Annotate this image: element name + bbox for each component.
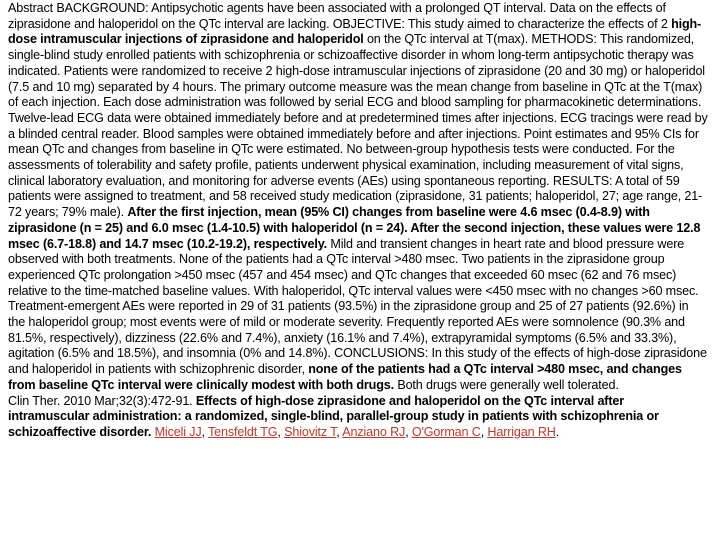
author-link[interactable]: Tensfeldt TG bbox=[208, 424, 278, 439]
author-link[interactable]: Harrigan RH bbox=[487, 424, 556, 439]
abstract-highlight: high-dose intramuscular injections of ziprasidone and haloperidol bbox=[8, 16, 702, 47]
citation-journal: Clin Ther. 2010 Mar;32(3):472-91. bbox=[8, 393, 196, 408]
abstract-segment: on the QTc interval at T(max). METHODS: This randomized, single-blind study enrolled patients with schizophrenia or schizoaffective disorder in whom long-term antipsychotic therapy was indicated. Patients were randomized to receive 2 high-dose intramuscular injections of ziprasidone (20 and 30 mg) or haloperidol (7.5 and 10 mg) separated by 4 hours. The primary outcome measure was the mean change from baseline in QTc at the T(max) of each injection. Each dose administration was followed by serial ECG and blood sampling for pharmacokinetic determinations. Twelve-lead ECG data were obtained immediately before and at predetermined times after injections. ECG tracings were read by a blinded central reader. Blood samples were obtained immediately before and after injections. Point estimates and 95% CIs for mean QTc and changes from baseline in QTc were estimated. No between-group hypothesis tests were conducted. For the assessments of tolerability and safety profile, patients underwent physical examination, including measurement of vital signs, clinical laboratory evaluation, and monitoring for adverse events (AEs) using spontaneous reporting. RESULTS: A total of 59 patients were assigned to treatment, and 58 received study medication (ziprasidone, 31 patients; haloperidol, 27; age range, 21-72 years; 79% male). bbox=[8, 32, 708, 220]
author-separator: , bbox=[480, 424, 488, 439]
author-separator: , bbox=[405, 424, 412, 439]
abstract-highlight: none of the patients had a QTc interval >480 msec, and changes from baseline QTc interval were clinically modest with both drugs. bbox=[8, 362, 682, 392]
author-link[interactable]: Shiovitz T bbox=[284, 424, 337, 439]
citation-end: . bbox=[555, 424, 560, 439]
citation bbox=[8, 394, 708, 441]
abstract-text bbox=[8, 0, 708, 394]
author-link[interactable]: Anziano RJ bbox=[342, 424, 406, 439]
abstract-segment: Both drugs were generally well tolerated. bbox=[393, 377, 619, 392]
author-separator: , bbox=[201, 424, 209, 439]
author-separator: , bbox=[277, 424, 285, 439]
author-link[interactable]: Miceli JJ bbox=[154, 424, 202, 439]
abstract-segment: Abstract BACKGROUND: Antipsychotic agents have been associated with a prolonged QT interval. Data on the effects of ziprasidone and haloperidol on the QTc interval are lacking. OBJECTIVE: This study aimed to characterize the effects of 2 bbox=[8, 1, 672, 31]
abstract-segment: Mild and transient changes in heart rate and blood pressure were observed with both treatments. None of the patients had a QTc interval >480 msec. Two patients in the ziprasidone group experienced QTc prolongation >450 msec (457 and 454 msec) and QTc changes that exceeded 60 msec (62 and 76 msec) relative to the time-matched baseline values. With haloperidol, QTc interval values were <450 msec with no changes >60 msec. Treatment-emergent AEs were reported in 29 of 31 patients (93.5%) in the ziprasidone group and 25 of 27 patients (92.6%) in the haloperidol group; most events were of mild or moderate severity. Frequently reported AEs were somnolence (90.3% and 81.5%, respectively), dizziness (22.6% and 7.4%), anxiety (16.1% and 7.4%), extrapyramidal symptoms (6.5% and 33.3%), agitation (6.5% and 18.5%), and insomnia (0% and 14.8%). CONCLUSIONS: In this study of the effects of high-dose ziprasidone and haloperidol in patients with schizophrenic disorder, bbox=[8, 236, 707, 377]
author-separator: , bbox=[336, 424, 343, 439]
author-link[interactable]: O'Gorman C bbox=[411, 424, 481, 439]
citation-title: Effects of high-dose ziprasidone and haloperidol on the QTc interval after intramuscular administration: a randomized, single-blind, parallel-group study in patients with schizophrenia or schizoaffective disorder. bbox=[8, 393, 659, 439]
abstract-highlight: After the first injection, mean (95% CI) changes from baseline were 4.6 msec (0.4-8.9) with ziprasidone (n = 25) and 6.0 msec (1.4-10.5) with haloperidol (n = 24). After the second injection, these values were 12.8 msec (6.7-18.8) and 14.7 msec (10.2-19.2), respectively. bbox=[8, 205, 701, 251]
